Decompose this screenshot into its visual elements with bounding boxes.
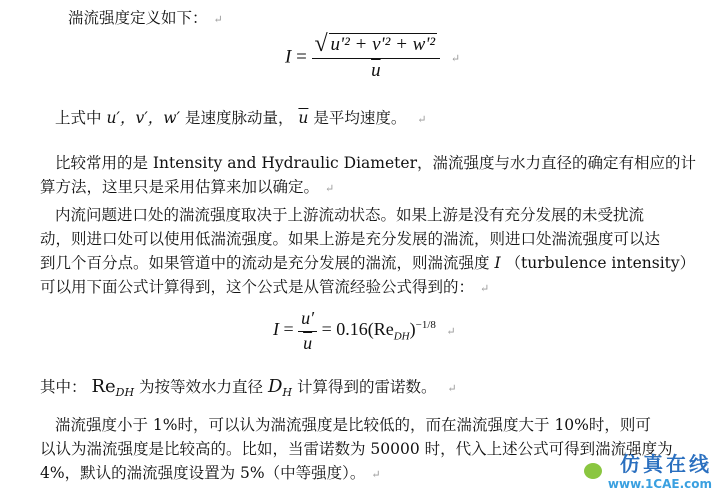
wechat-icon [584, 463, 602, 479]
formula-intensity-definition: I = √ u'² + v'² + w'² u ↵ [285, 31, 461, 81]
variables-explanation: 上式中 u′，v′，w′ 是速度脉动量， $\overline{u}$ 是平均速度。 ↵ [55, 109, 427, 127]
paragraph-1: 比较常用的是 Intensity and Hydraulic Diameter，湍流强度与水力直径的确定有相应的计 算方法，这里只是采用估算来加以确定。 ↵ [40, 154, 696, 196]
intro-line: 湍流强度定义如下： ↵ [68, 9, 223, 27]
formula-fraction: $\frac{u'}{u}$ [298, 308, 317, 354]
where-clause: 其中： $Re_{DH}$ 为按等效水力直径 $D_H$ 计算得到的雷诺数。 ↵ [40, 376, 457, 400]
watermark: 仿真在线 www.1CAE.com [607, 452, 712, 491]
paragraph-2: 内流问题进口处的湍流强度取决于上游流动状态。如果上游是没有充分发展的未受扰流 动，则进口处可以使用低湍流强度。如果上游是充分发展的湍流，则进口处湍流强度可以达 到几个百分点。如果管道中的流动是充分发展的湍流，则湍流强度 I （turbulence intensity） 可以用下面公式计算得到，这个公式是从管流经验公式得到的： ↵ [40, 206, 696, 296]
paragraph-3: 湍流强度小于 1%时，可以认为湍流强度是比较低的，而在湍流强度大于 10%时，则可 以认为湍流强度是比较高的。比如，当雷诺数为 50000 时，代入上述公式可得到湍流强度为 4%，默认的湍流强度设置为 5%（中等强度）。 ↵ [40, 416, 673, 482]
sqrt-symbol: √ u'² + v'² + w'² [314, 31, 436, 57]
formula-intensity-estimate: I = $\frac{u'}{u}$ = $0.16(Re_{DH})^{-1/8}$ ↵ [273, 308, 456, 353]
formula-fraction: √ u'² + v'² + w'² u [312, 34, 441, 82]
